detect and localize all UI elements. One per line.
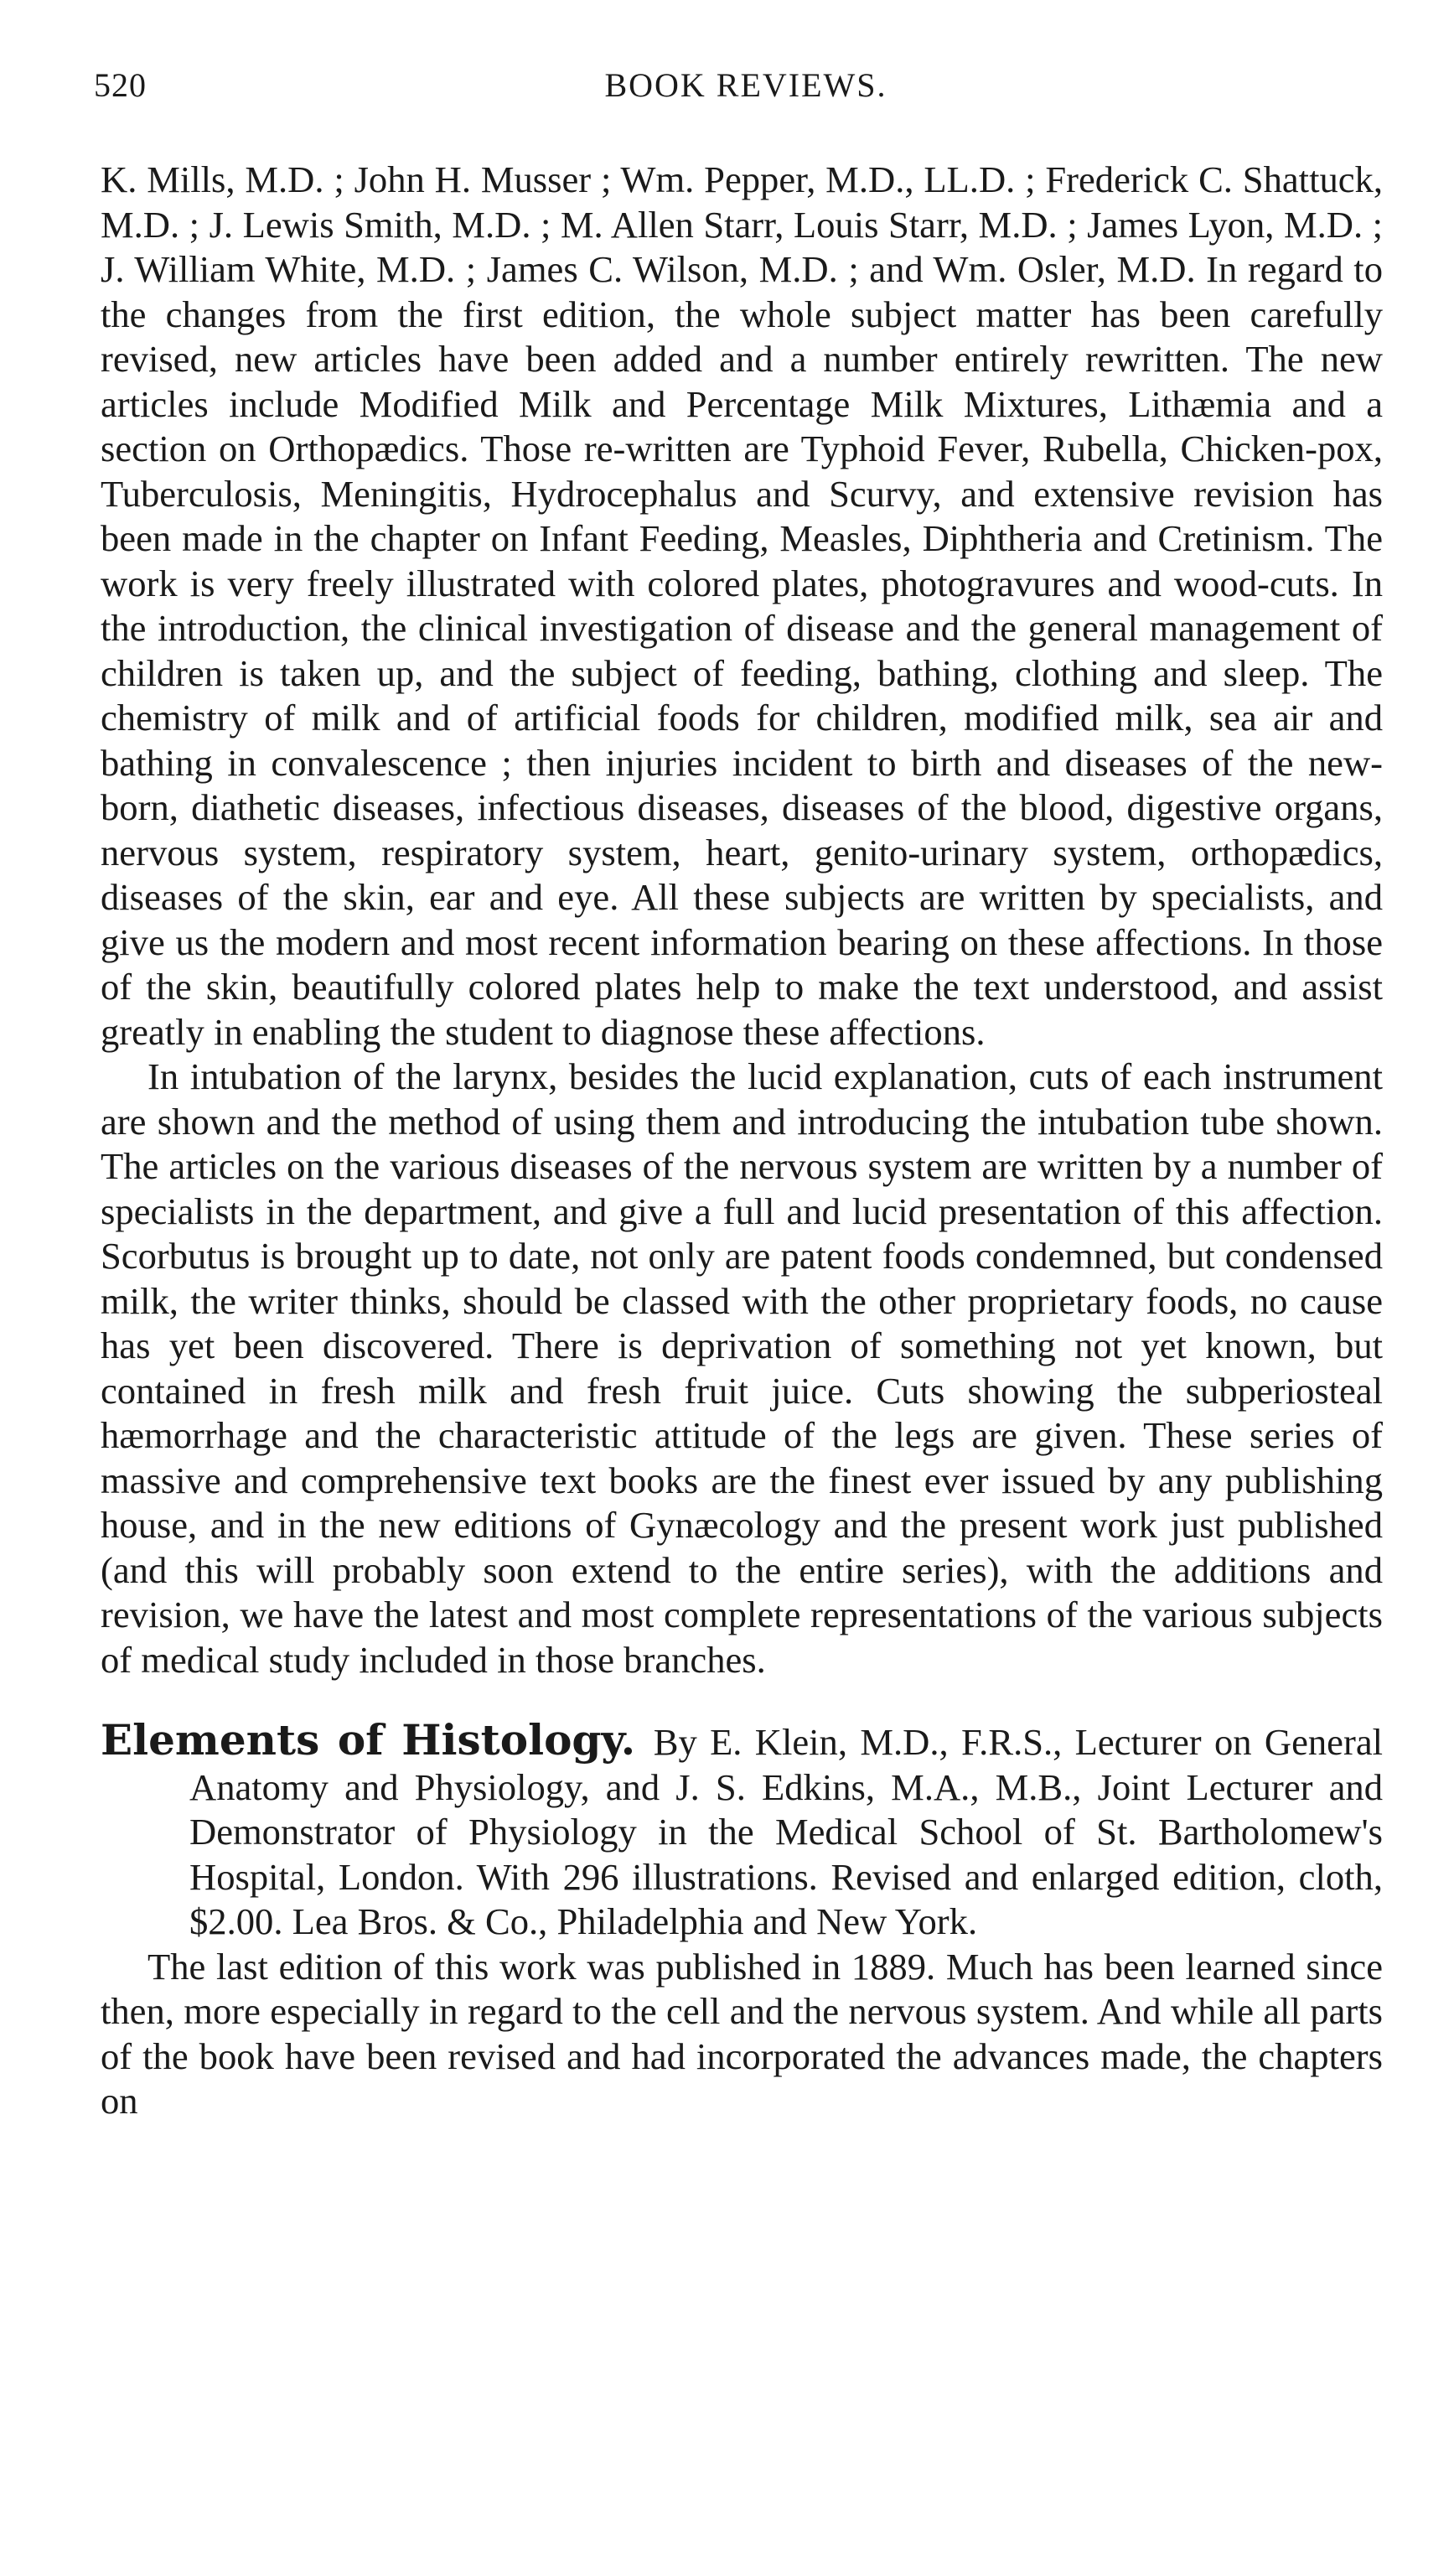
page-number: 520 <box>94 66 147 104</box>
paragraph-intubation: In intubation of the larynx, besides the lucid explanation, cuts of each instrument are shown and the method of using them and introducing the intubation tube shown. The articles on the various diseases of the nervous system are written by a number of specialists in the department, and give a full and lucid presentation of this affection. Scorbutus is brought up to date, not only are patent foods condemned, but condensed milk, the writer thinks, should be classed with the other proprietary foods, no cause has yet been discovered. There is deprivation of something not yet known, but contained in fresh milk and fresh fruit juice. Cuts showing the subperiosteal hæmorrhage and the characteristic attitude of the legs are given. These series of massive and comprehensive text books are the finest ever issued by any publishing house, and in the new editions of Gynæcology and the present work just published (and this will probably soon extend to the entire series), with the additions and revision, we have the latest and most complete representations of the various subjects of medical study included in those branches. <box>101 1055 1383 1681</box>
body-text <box>101 158 1383 2124</box>
review-body-paragraph: The last edition of this work was published in 1889. Much has been learned since then, more especially in regard to the cell and the nervous system. And while all parts of the book have been revised and had incorporated the advances made, the chapters on <box>101 1945 1383 2122</box>
review-details: By E. Klein, M.D., F.R.S., Lecturer on General Anatomy and Physiology, and J. S. Edkins, M.A., M.B., Joint Lecturer and Demonstrator of Physiology in the Medical School of St. Bartholomew's Hospital, London. With 296 illustrations. Revised and enlarged edition, cloth, $2.00. Lea Bros. & Co., Philadelphia and New York. <box>189 1721 1384 1942</box>
running-title: BOOK REVIEWS. <box>604 66 887 104</box>
paragraph-contributors-and-contents: K. Mills, M.D. ; John H. Musser ; Wm. Pepper, M.D., LL.D. ; Frederick C. Shattuck, M.D. ; J. Lewis Smith, M.D. ; M. Allen Starr, Louis Starr, M.D. ; James Lyon, M.D. ; J. William White, M.D. ; James C. Wilson, M.D. ; and Wm. Osler, M.D. In regard to the changes from the first edition, the whole subject matter has been carefully revised, new articles have been added and a number entirely rewritten. The new articles include Modified Milk and Percentage Milk Mixtures, Lithæmia and a section on Orthopædics. Those re-written are Typhoid Fever, Rubella, Chicken-pox, Tuberculosis, Meningitis, Hydrocephalus and Scurvy, and extensive revision has been made in the chapter on Infant Feeding, Measles, Diphtheria and Cretinism. The work is very freely illustrated with colored plates, photogravures and wood-cuts. In the introduction, the clinical investigation of disease and the general management of children is taken up, and the subject of feeding, bathing, clothing and sleep. The chemistry of milk and of artificial foods for children, modified milk, sea air and bathing in convalescence ; then injuries incident to birth and diseases of the new-born, diathetic diseases, infectious diseases, diseases of the blood, digestive organs, nervous system, respiratory system, heart, genito-urinary system, orthopædics, diseases of the skin, ear and eye. All these subjects are written by specialists, and give us the modern and most recent information bearing on these affections. In those of the skin, beautifully colored plates help to make the text understood, and assist greatly in enabling the student to diagnose these affections. <box>101 158 1383 1053</box>
review-title: Elements of Histology. <box>101 1715 654 1765</box>
running-head <box>94 65 1391 116</box>
review-heading <box>101 1715 1384 1945</box>
